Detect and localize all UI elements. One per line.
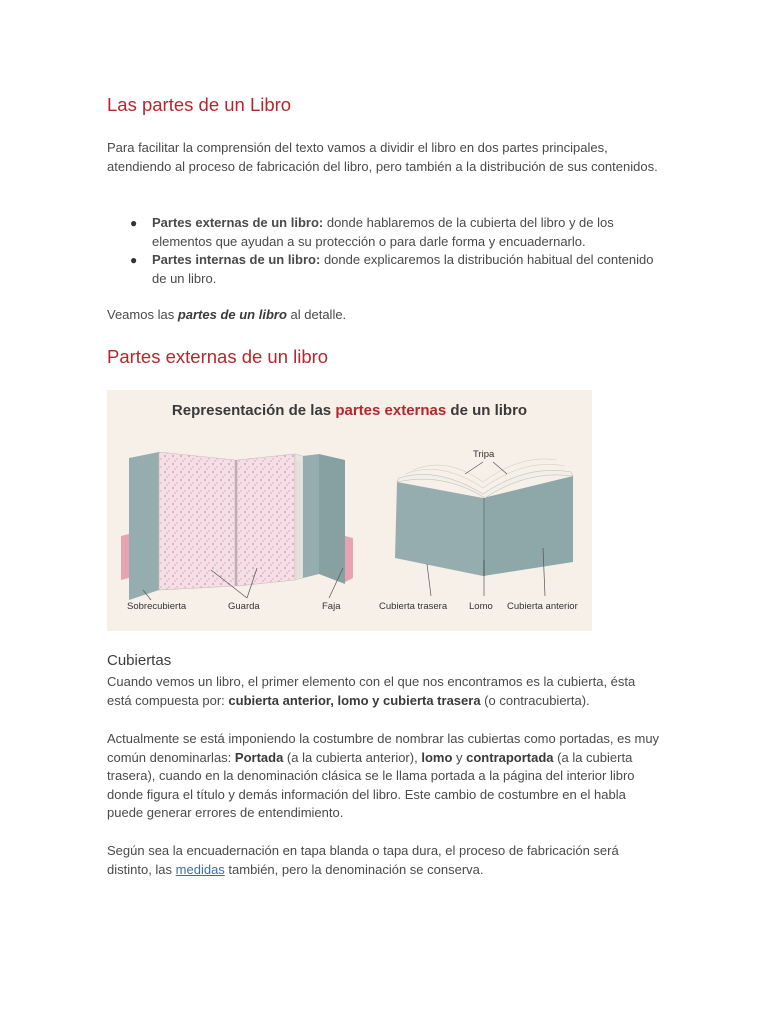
p2-bold-lomo: lomo	[421, 749, 453, 765]
label-lomo: Lomo	[469, 601, 493, 612]
figure-title-highlight: partes externas	[335, 402, 447, 419]
p2-text-a: Actualmente se está imponiendo la costumbre de nombrar las cubiertas como portadas, es muy común denominarlas:	[107, 731, 660, 765]
cubiertas-paragraph-3	[107, 842, 662, 879]
p2-bold-portada: Portada	[234, 749, 284, 765]
jacket-flap-right	[319, 454, 345, 584]
p2-text-c: (a la cubierta anterior),	[283, 749, 422, 765]
list-item-externas-text: donde hablaremos de la cubierta del libro y de los elementos que ayudan a su protección o para darle forma y encuadernarlo.	[152, 215, 614, 249]
label-faja: Faja	[322, 601, 341, 612]
endpaper-left	[159, 452, 235, 590]
p1-bold: cubierta anterior, lomo y cubierta trasera	[228, 692, 481, 708]
bullet-icon: ●	[130, 216, 138, 230]
p2-bold-contraportada: contraportada	[466, 749, 554, 765]
figure-title-suffix: de un libro	[446, 402, 528, 419]
open-book-illustration	[121, 452, 353, 600]
section-title-partes-libro: Las partes de un Libro	[107, 94, 292, 115]
p1-text-c: (o contracubierta).	[480, 692, 590, 708]
back-cover	[395, 482, 483, 576]
medidas-link[interactable]: medidas	[175, 861, 225, 877]
detail-prefix: Veamos las	[107, 307, 178, 322]
standing-book-illustration	[395, 459, 573, 596]
detail-emphasis: partes de un libro	[177, 307, 287, 322]
section-title-partes-externas: Partes externas de un libro	[107, 346, 329, 367]
band-right	[345, 536, 353, 582]
list-item-internas	[107, 251, 662, 288]
book-illustrations	[107, 390, 592, 631]
list-item-externas	[107, 214, 662, 251]
p3-text-a: Según sea la encuadernación en tapa blanda o tapa dura, el proceso de fabricación será distinto, las	[107, 843, 619, 877]
p3-text-b: también, pero la denominación se conserva.	[224, 861, 484, 877]
cubiertas-paragraph-2	[107, 730, 662, 823]
list-item-internas-label: Partes internas de un libro:	[152, 252, 321, 268]
p2-text-e: y	[452, 749, 467, 765]
parts-list	[107, 214, 662, 288]
label-sobrecubierta: Sobrecubierta	[127, 601, 187, 612]
detail-paragraph	[107, 306, 662, 325]
subsection-title-cubiertas: Cubiertas	[107, 652, 172, 669]
bullet-icon: ●	[130, 253, 138, 268]
label-cubierta-anterior: Cubierta anterior	[507, 601, 578, 612]
p1-text-a: Cuando vemos un libro, el primer elemento con el que nos encontramos es la cubierta, ésta está compuesta por:	[107, 674, 636, 708]
endpaper-right	[237, 454, 295, 586]
jacket-cover-right	[303, 454, 319, 578]
band-left	[121, 534, 129, 580]
figure-title-prefix: Representación de las	[171, 402, 336, 419]
label-cubierta-trasera: Cubierta trasera	[379, 601, 448, 612]
jacket-flap-left	[129, 452, 159, 600]
book-parts-figure	[107, 390, 592, 631]
intro-paragraph: Para facilitar la comprensión del texto vamos a dividir el libro en dos partes principales, atendiendo al proceso de fabricación del libro, pero también a la distribución de sus contenidos.	[107, 140, 658, 174]
label-guarda: Guarda	[228, 601, 260, 612]
list-item-internas-text: donde explicaremos la distribución habitual del contenido de un libro.	[152, 252, 654, 286]
cubiertas-paragraph-1	[107, 673, 662, 710]
label-tripa: Tripa	[473, 449, 495, 460]
p2-text-g: (a la cubierta trasera), cuando en la denominación clásica se le llama portada a la página del interior libro donde figura el título y demás información del libro. Este cambio de costumbre en el habla puede generar errores de entendimiento.	[107, 749, 635, 821]
list-item-externas-label: Partes externas de un libro:	[152, 215, 324, 230]
detail-suffix: al detalle.	[286, 307, 347, 322]
